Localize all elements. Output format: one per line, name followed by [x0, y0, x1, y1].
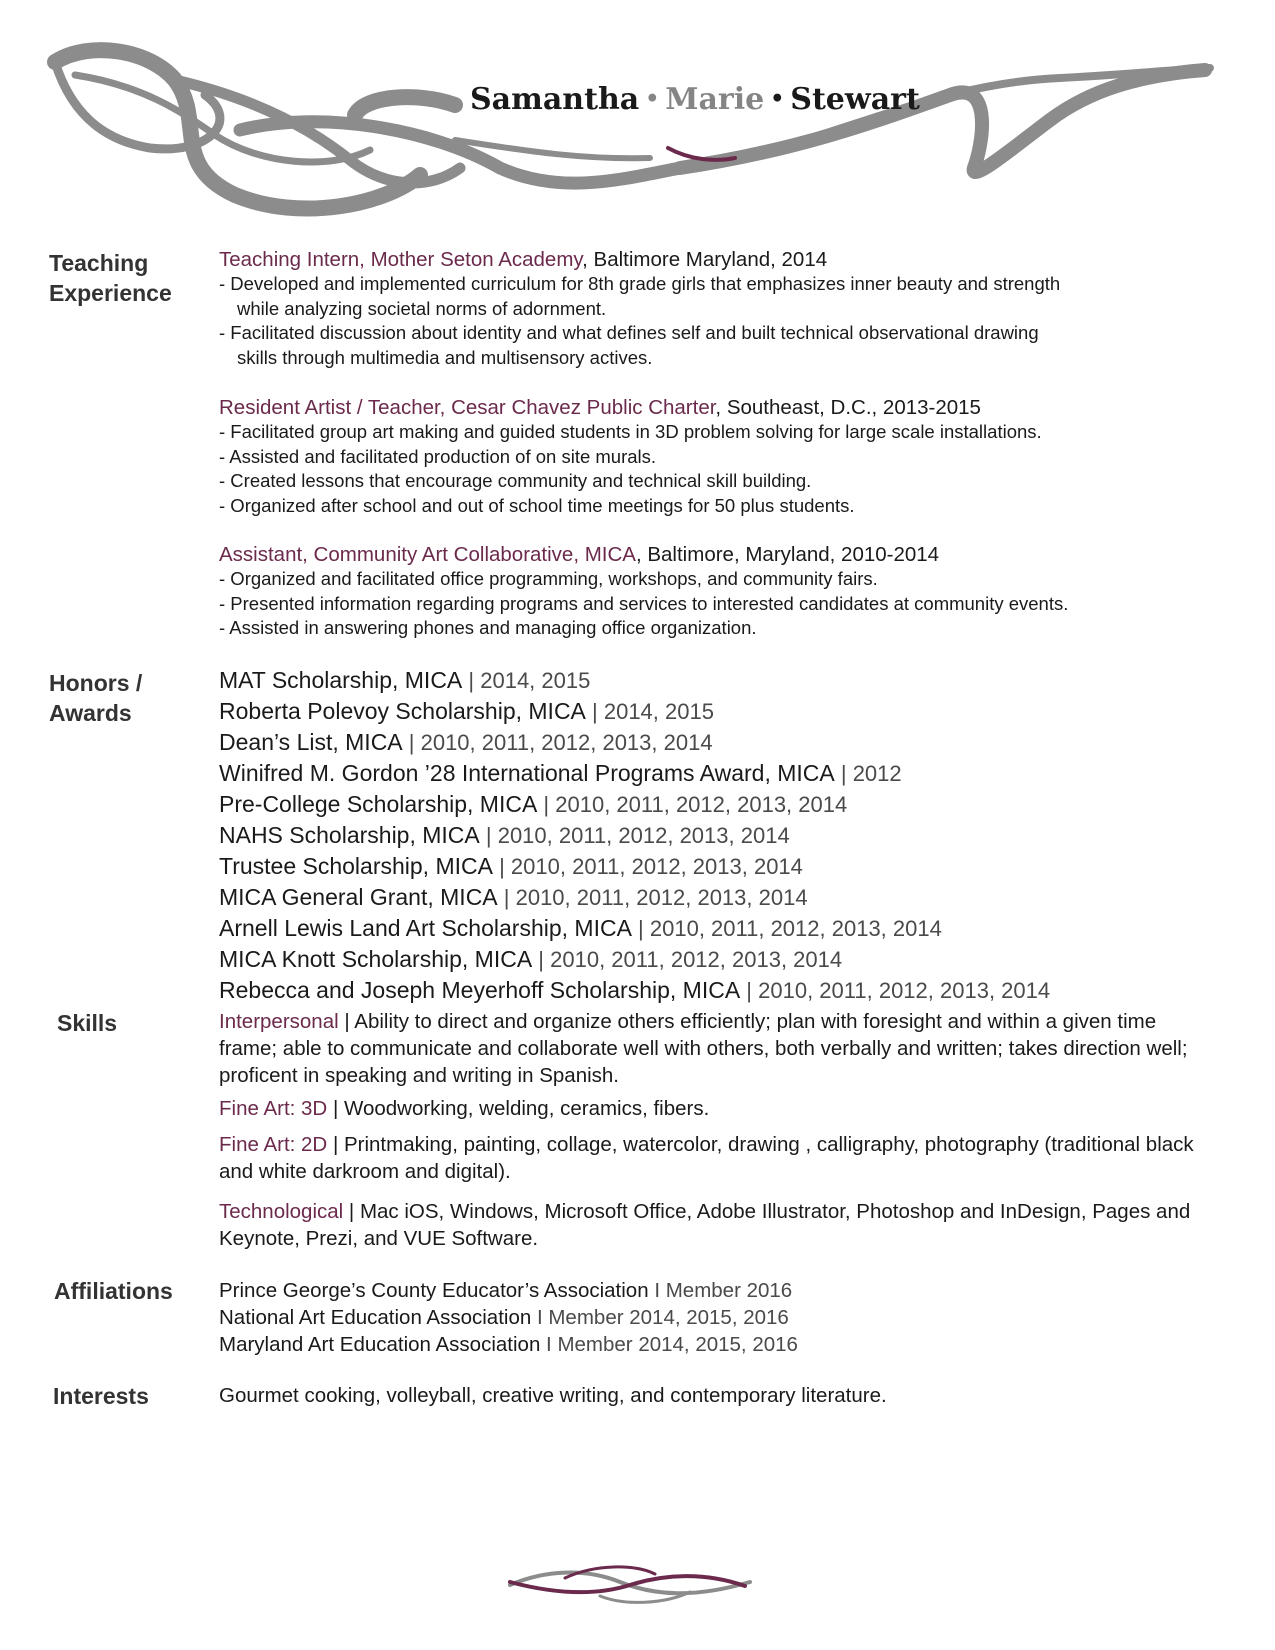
- award-item: Pre-College Scholarship, MICA | 2010, 2011, 2012, 2013, 2014: [219, 791, 848, 817]
- teaching-section-label: [49, 248, 172, 308]
- name-separator-2: •: [770, 86, 785, 112]
- job-bullet: - Organized and facilitated office programming, workshops, and community fairs.: [219, 568, 878, 589]
- job-bullet: - Facilitated discussion about identity and what defines self and built technical observational drawing skills through multimedia and multisensory actives.: [219, 322, 1039, 368]
- job-bullet: - Presented information regarding programs and services to interested candidates at community events.: [219, 592, 1069, 614]
- job-bullet: - Assisted and facilitated production of on site murals.: [219, 445, 657, 467]
- award-item: NAHS Scholarship, MICA | 2010, 2011, 2012, 2013, 2014: [219, 822, 790, 848]
- job-title-line: [219, 247, 1219, 272]
- job-entry: [219, 542, 1219, 641]
- affiliations-list: [219, 1277, 1219, 1358]
- award-item: Rebecca and Joseph Meyerhoff Scholarship, MICA | 2010, 2011, 2012, 2013, 2014: [219, 977, 1051, 1003]
- resume-name: [470, 82, 920, 117]
- teaching-label-line2: Experience: [49, 280, 172, 306]
- honors-list: [219, 665, 1219, 1006]
- affiliation-item: Maryland Art Education Association I Member 2014, 2015, 2016: [219, 1333, 798, 1356]
- header-ornament: [0, 0, 1275, 240]
- award-item: Winifred M. Gordon ’28 International Programs Award, MICA | 2012: [219, 760, 902, 786]
- job-bullet: - Facilitated group art making and guided students in 3D problem solving for large scale installations.: [219, 421, 1042, 442]
- job-title-line: [219, 542, 1219, 567]
- award-item: MICA General Grant, MICA | 2010, 2011, 2012, 2013, 2014: [219, 884, 808, 910]
- job-bullet: - Assisted in answering phones and managing office organization.: [219, 617, 757, 638]
- interests-text: Gourmet cooking, volleyball, creative writing, and contemporary literature.: [219, 1384, 887, 1407]
- job-entry: [219, 247, 1219, 370]
- job-title: Resident Artist / Teacher, Cesar Chavez Public Charter: [219, 396, 716, 419]
- award-item: MAT Scholarship, MICA | 2014, 2015: [219, 667, 591, 693]
- job-bullet: - Developed and implemented curriculum for 8th grade girls that emphasizes inner beauty and strength while analyzing societal norms of adornment.: [219, 273, 1061, 319]
- last-name: Stewart: [790, 82, 920, 117]
- job-entry: [219, 395, 1219, 518]
- award-item: MICA Knott Scholarship, MICA | 2010, 2011, 2012, 2013, 2014: [219, 946, 843, 972]
- job-bullet: - Organized after school and out of school time meetings for 50 plus students.: [219, 494, 855, 516]
- job-title: Teaching Intern, Mother Seton Academy: [219, 248, 583, 271]
- affiliation-item: Prince George’s County Educator’s Association I Member 2016: [219, 1279, 793, 1302]
- job-title: Assistant, Community Art Collaborative, MICA: [219, 543, 636, 566]
- award-item: Arnell Lewis Land Art Scholarship, MICA | 2010, 2011, 2012, 2013, 2014: [219, 915, 942, 941]
- skill-item: Fine Art: 3D | Woodworking, welding, ceramics, fibers.: [219, 1097, 710, 1120]
- name-separator-1: •: [645, 86, 660, 112]
- skill-item: Technological | Mac iOS, Windows, Microsoft Office, Adobe Illustrator, Photoshop and InDesign, Pages and Keynote, Prezi, and VUE Software.: [219, 1200, 1191, 1250]
- honors-label-line1: Honors /: [49, 670, 143, 696]
- affiliation-item: National Art Education Association I Member 2014, 2015, 2016: [219, 1306, 789, 1329]
- honors-label-line2: Awards: [49, 700, 132, 726]
- honors-section-label: [49, 668, 142, 728]
- skill-item: Fine Art: 2D | Printmaking, painting, collage, watercolor, drawing , calligraphy, photography (traditional black and white darkroom and digital).: [219, 1133, 1194, 1183]
- footer-ornament: [505, 1560, 755, 1610]
- skills-section-label: Skills: [57, 1010, 118, 1036]
- middle-name: Marie: [665, 82, 765, 117]
- first-name: Samantha: [470, 82, 640, 117]
- award-item: Dean’s List, MICA | 2010, 2011, 2012, 2013, 2014: [219, 729, 713, 755]
- job-place: , Baltimore, Maryland, 2010-2014: [635, 543, 940, 566]
- job-bullet: - Created lessons that encourage community and technical skill building.: [219, 470, 812, 491]
- award-item: Roberta Polevoy Scholarship, MICA | 2014, 2015: [219, 698, 714, 724]
- job-place: , Baltimore Maryland, 2014: [582, 248, 828, 271]
- job-place: , Southeast, D.C., 2013-2015: [715, 396, 981, 419]
- affiliations-section-label: Affiliations: [54, 1278, 173, 1304]
- skill-item: Interpersonal | Ability to direct and organize others efficiently; plan with foresight and within a given time frame; able to communicate and collaborate well with others, both verbally and written; takes direction well; proficent in speaking and writing in Spanish.: [219, 1010, 1188, 1087]
- interests-section-label: Interests: [53, 1383, 149, 1409]
- award-item: Trustee Scholarship, MICA | 2010, 2011, 2012, 2013, 2014: [219, 853, 803, 879]
- teaching-label-line1: Teaching: [49, 250, 149, 276]
- job-title-line: [219, 395, 1219, 420]
